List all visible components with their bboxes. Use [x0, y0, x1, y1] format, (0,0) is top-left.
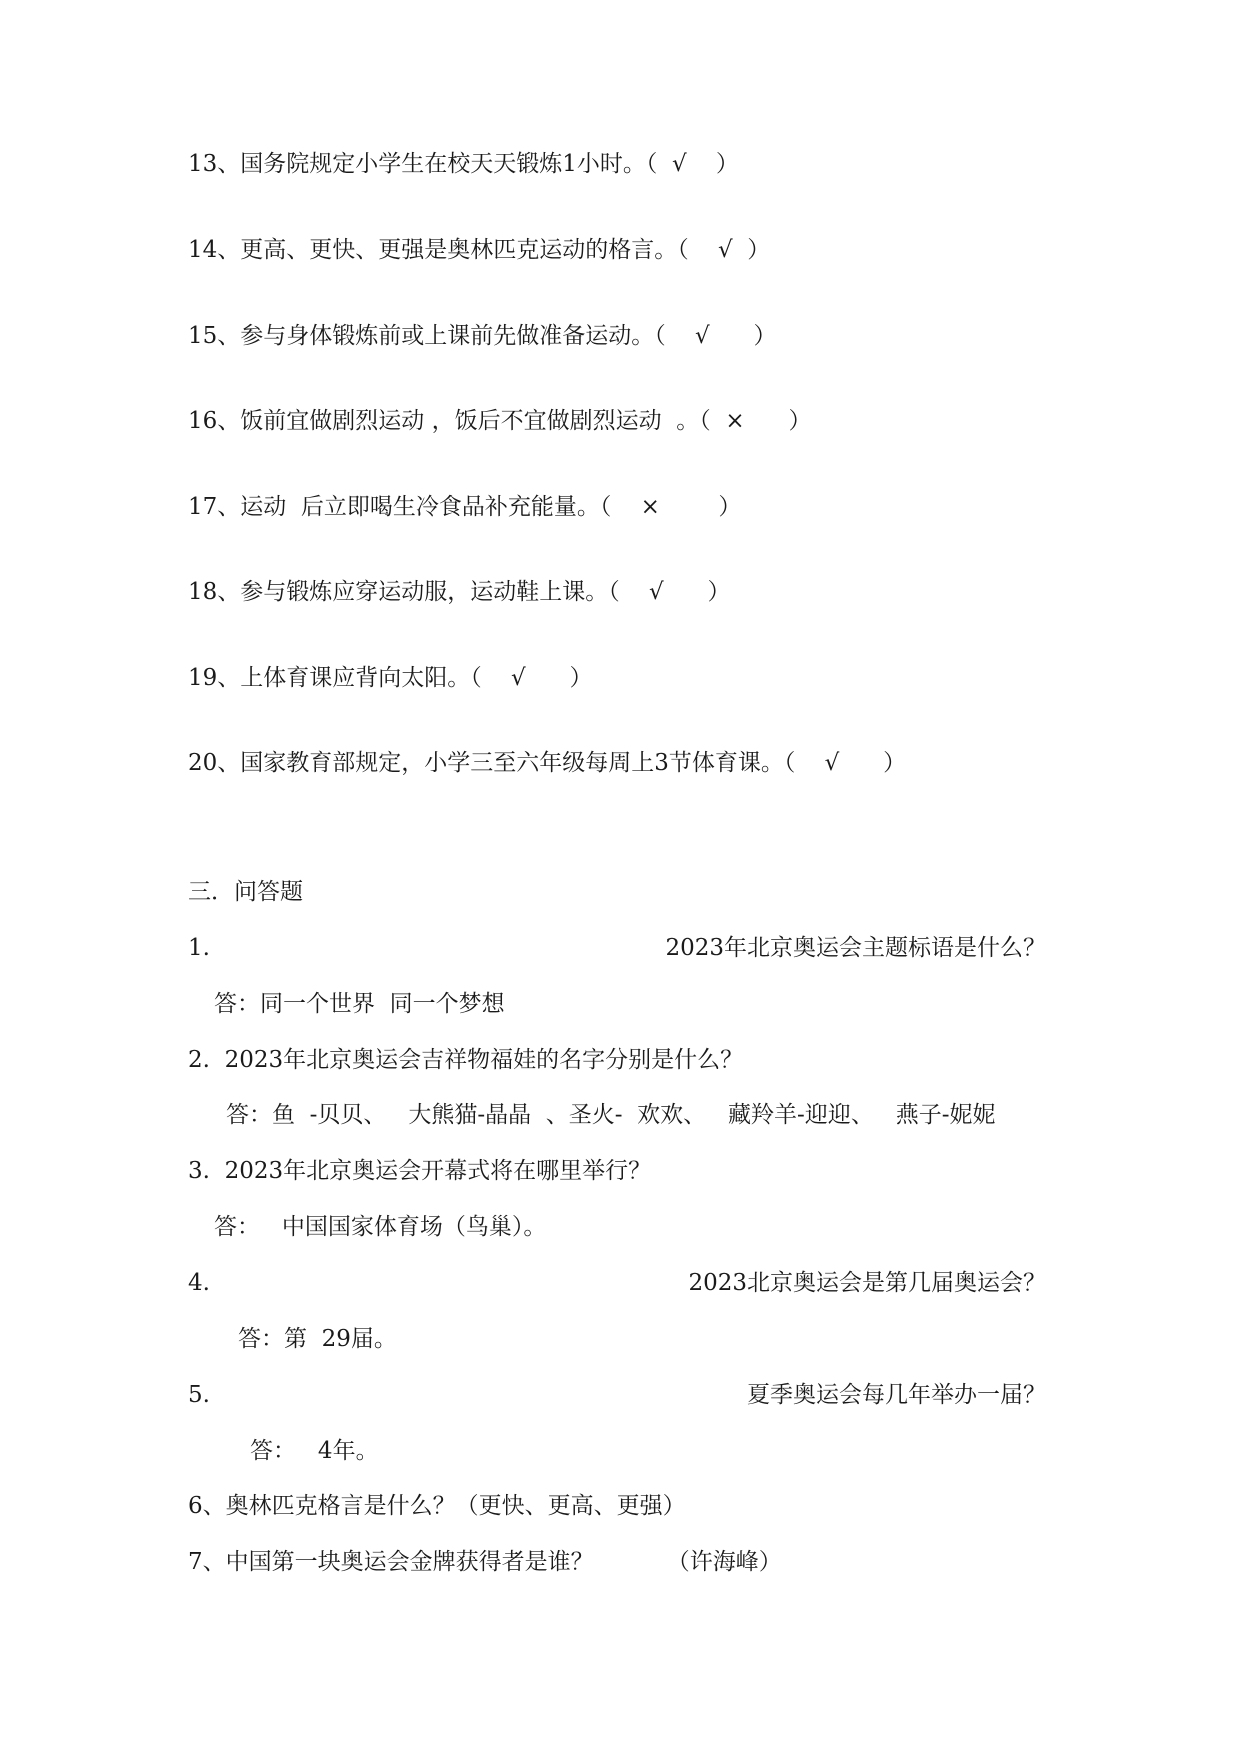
- question-5-text: 夏季奥运会每几年举办一届？: [747, 1382, 1046, 1408]
- judgement-item-15: 15、参与身体锻炼前或上课前先做准备运动。（ √ ）: [188, 323, 777, 349]
- answer-3: 答： 中国国家体育场（鸟巢）。: [214, 1214, 547, 1240]
- question-3: 3. 2023年北京奥运会开幕式将在哪里举行？: [188, 1158, 652, 1184]
- question-4-number: 4.: [188, 1270, 210, 1296]
- judgement-item-13: 13、国务院规定小学生在校天天锻炼1小时。（ √ ）: [188, 151, 739, 177]
- question-1-text: 2023年北京奥运会主题标语是什么？: [665, 935, 1046, 961]
- question-2: 2. 2023年北京奥运会吉祥物福娃的名字分别是什么？: [188, 1047, 744, 1073]
- question-7: 7、中国第一块奥运会金牌获得者是谁？ （许海峰）: [188, 1549, 782, 1575]
- judgement-item-19: 19、上体育课应背向太阳。（ √ ）: [188, 665, 593, 691]
- judgement-item-20: 20、国家教育部规定，小学三至六年级每周上3节体育课。（ √ ）: [188, 750, 907, 776]
- judgement-item-17: 17、运动 后立即喝生冷食品补充能量。（ × ）: [188, 494, 742, 520]
- answer-4: 答：第 29届。: [238, 1326, 397, 1352]
- question-5-number: 5.: [188, 1382, 210, 1408]
- judgement-item-16: 16、饭前宜做剧烈运动 ，饭后不宜做剧烈运动 。（ × ）: [188, 408, 812, 434]
- judgement-item-14: 14、更高、更快、更强是奥林匹克运动的格言。（ √ ）: [188, 237, 771, 263]
- question-6: 6、奥林匹克格言是什么？（更快、更高、更强）: [188, 1493, 686, 1519]
- question-1-number: 1.: [188, 935, 210, 961]
- answer-1: 答：同一个世界 同一个梦想: [214, 991, 505, 1017]
- section-heading: 三．问答题: [188, 879, 303, 905]
- question-4-text: 2023北京奥运会是第几届奥运会？: [688, 1270, 1046, 1296]
- judgement-item-18: 18、参与锻炼应穿运动服，运动鞋上课。（ √ ）: [188, 579, 731, 605]
- answer-5: 答： 4年。: [250, 1438, 379, 1464]
- answer-2: 答：鱼 -贝贝、 大熊猫-晶晶 、圣火- 欢欢、 藏羚羊-迎迎、 燕子-妮妮: [226, 1102, 996, 1128]
